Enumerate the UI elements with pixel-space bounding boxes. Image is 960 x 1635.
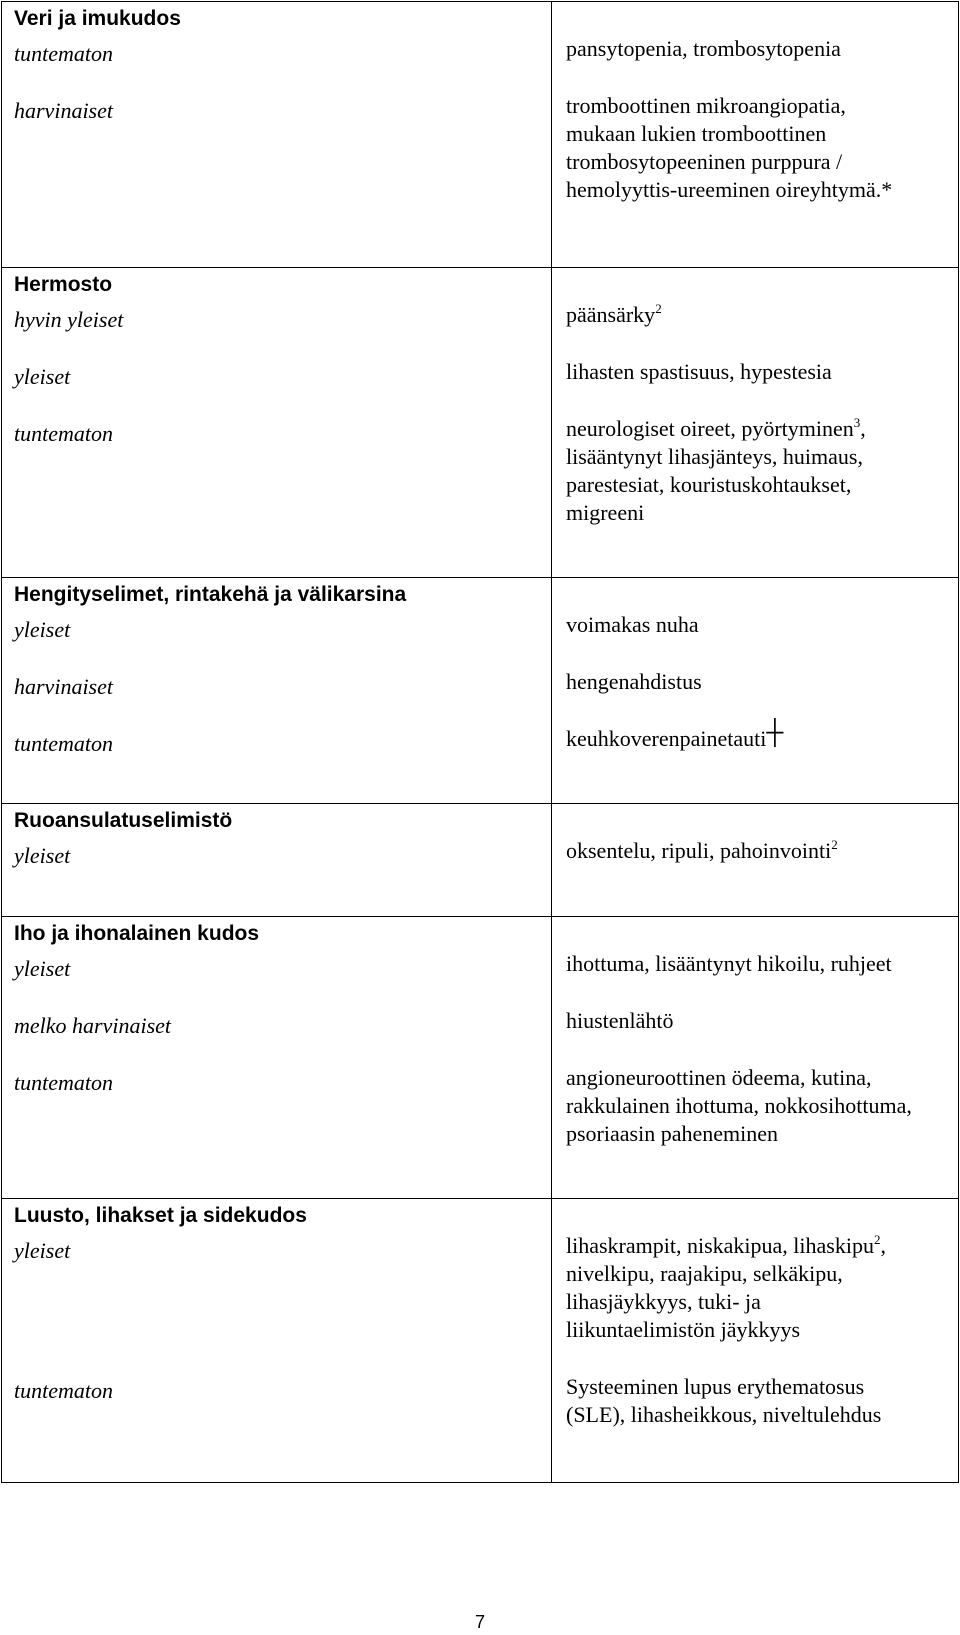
effect-text: neurologiset oireet, pyörtyminen$^3$, lisääntynyt lihasjänteys, huimaus, parestesiat, kouristuskohtaukset, migreeni	[566, 414, 866, 525]
section-skin	[2, 916, 959, 1199]
effect-text: lihasten spastisuus, hypestesia	[566, 358, 832, 384]
section-blood	[2, 2, 959, 268]
footnote-marker: 3	[853, 414, 861, 430]
section-left-cell	[2, 1199, 552, 1483]
effect-text: keuhkoverenpainetauti┼	[566, 720, 784, 752]
adverse-effects-table	[1, 1, 959, 1483]
frequency-label: yleiset	[14, 955, 71, 981]
footnote-marker: 2	[873, 1232, 881, 1248]
frequency-label: hyvin yleiset	[14, 306, 124, 332]
section-nervous-system	[2, 267, 959, 577]
effect-text: angioneuroottinen ödeema, kutina, rakkulainen ihottuma, nokkosihottuma, psoriaasin paheneminen	[566, 1064, 912, 1146]
effect-text: voimakas nuha	[566, 612, 699, 638]
frequency-label: tuntematon	[14, 420, 113, 446]
section-gastrointestinal	[2, 804, 959, 917]
section-right-cell	[552, 578, 959, 804]
section-respiratory	[2, 578, 959, 804]
effect-text: hiustenlähtö	[566, 1007, 674, 1033]
effect-text: tromboottinen mikroangiopatia, mukaan lukien tromboottinen trombosytopeeninen purppura / hemolyyttis-ureeminen oireyhtymä.*	[566, 93, 893, 202]
frequency-label: yleiset	[14, 363, 71, 389]
effect-text: Systeeminen lupus erythematosus (SLE), lihasheikkous, niveltulehdus	[566, 1374, 882, 1428]
section-left-cell	[2, 2, 552, 268]
section-title: Veri ja imukudos	[14, 7, 181, 30]
section-title: Iho ja ihonalainen kudos	[14, 921, 260, 945]
section-left-cell	[2, 267, 552, 577]
frequency-label: tuntematon	[14, 41, 113, 66]
frequency-label: harvinaiset	[14, 674, 113, 700]
section-title: Hengityselimet, rintakehä ja välikarsina	[14, 583, 407, 607]
section-right-cell	[552, 267, 959, 577]
section-musculoskeletal	[2, 1199, 959, 1483]
frequency-label: tuntematon	[14, 1069, 113, 1095]
page-number: 7	[474, 1612, 485, 1632]
effect-text: oksentelu, ripuli, pahoinvointi$^2$	[566, 837, 838, 864]
frequency-label: yleiset	[14, 617, 71, 643]
frequency-label: melko harvinaiset	[14, 1012, 172, 1038]
effect-text: hengenahdistus	[566, 669, 702, 695]
footnote-marker: 2	[655, 300, 662, 316]
section-right-cell	[552, 2, 959, 268]
effect-text: ihottuma, lisääntynyt hikoilu, ruhjeet	[566, 950, 892, 976]
section-left-cell	[2, 916, 552, 1199]
section-right-cell	[552, 804, 959, 917]
section-left-cell	[2, 804, 552, 917]
section-right-cell	[552, 1199, 959, 1483]
section-right-cell	[552, 916, 959, 1199]
section-title: Hermosto	[14, 272, 113, 296]
effect-text: lihaskrampit, niskakipua, lihaskipu$^2$, nivelkipu, raajakipu, selkäkipu, lihasjäykkyys, tuki- ja liikuntaelimistön jäykkyys	[566, 1232, 886, 1343]
frequency-label: harvinaiset	[14, 98, 113, 123]
dagger-mark: ┼	[766, 720, 784, 747]
effect-text: pansytopenia, trombosytopenia	[566, 36, 841, 61]
frequency-label: tuntematon	[14, 1378, 113, 1404]
frequency-label: tuntematon	[14, 731, 113, 757]
frequency-label: yleiset	[14, 843, 71, 869]
section-title: Ruoansulatuselimistö	[14, 809, 233, 833]
section-title: Luusto, lihakset ja sidekudos	[14, 1204, 307, 1228]
frequency-label: yleiset	[14, 1238, 71, 1264]
effect-text: päänsärky$^2$	[566, 300, 662, 327]
section-left-cell	[2, 578, 552, 804]
footnote-marker: 2	[831, 837, 838, 853]
